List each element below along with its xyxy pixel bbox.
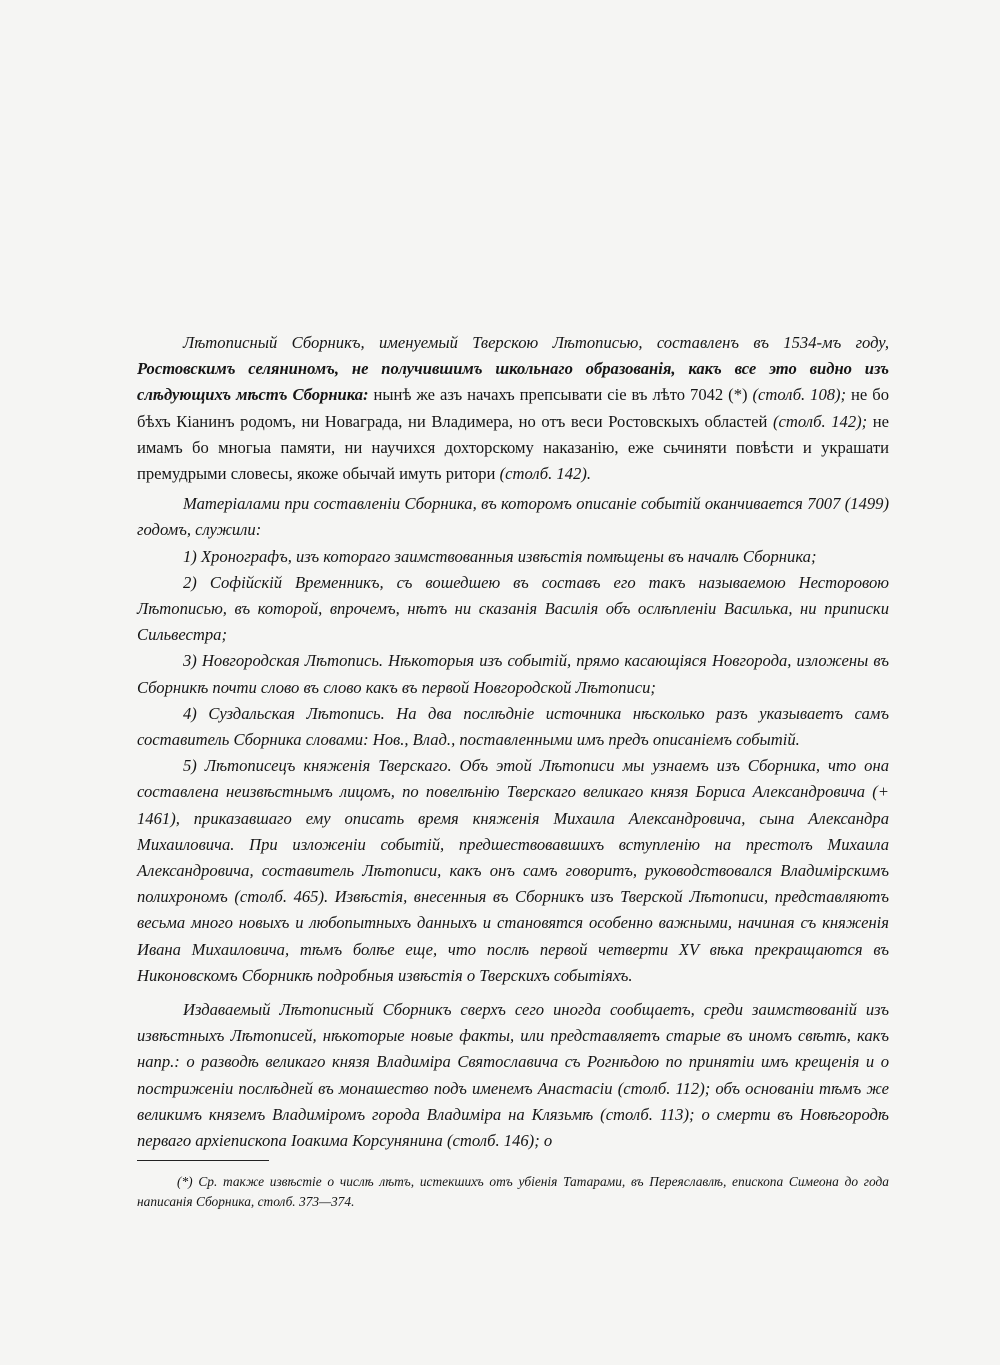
list-item: 3) Новгородская Лѣтопись. Нѣкоторыя изъ событій, прямо касающіяся Новгорода, изложены въ Сборникѣ почти слово въ слово какъ въ первой Новгородской Лѣтописи; <box>137 651 889 697</box>
ref-1: (столб. 108); <box>752 385 847 405</box>
paragraph-additional-facts <box>137 997 889 1154</box>
intro-author-clause: Ростовскимъ селяниномъ, не получившимъ школьнаго образованія, какъ все это видно изъ слѣдующихъ мѣстъ Сборника: <box>137 359 889 405</box>
quote-2: не бо бѣхъ Кіанинъ родомъ, ни Новаграда, ни Владимера, но отъ веси Ростовскыхъ областей <box>137 385 889 431</box>
paragraph-intro <box>137 330 889 487</box>
list-item: 1) Хронографъ, изъ котораго заимствованныя извѣстія помѣщены въ началѣ Сборника; <box>183 546 817 566</box>
ref-2: (столб. 142); <box>772 411 868 431</box>
quote-3: не имамъ бо многыа памяти, ни научихся дохторскому наказанію, еже сьчиняти повѣсти и украшати премудрыми словесы, якоже обычай имуть ритори <box>137 411 889 484</box>
main-text <box>137 330 889 1154</box>
ref-3: (столб. 142). <box>499 464 591 484</box>
footnote: (*) Ср. также извѣстіе о числѣ лѣтъ, истекшихъ отъ убіенія Татарами, въ Переяславлѣ, епископа Симеона до года написанія Сборника, столб. 373—374. <box>137 1174 889 1209</box>
list-item: 4) Суздальская Лѣтопись. На два послѣдніе источника нѣсколько разъ указываетъ самъ составитель Сборника словами: Нов., Влад., поставленными имъ предъ описаніемъ событій. <box>137 703 889 750</box>
intro-sentence: Лѣтописный Сборникъ, именуемый Тверскою Лѣтописью, составленъ въ 1534-мъ году, <box>183 333 889 352</box>
list-item: 2) Софійскій Временникъ, съ вошедшею въ составъ его такъ называемою Несторовою Лѣтописью, въ которой, впрочемъ, нѣтъ ни сказанія Василія объ ослѣпленіи Василька, ни приписки Сильвестра; <box>137 572 889 645</box>
additional-facts-text: Издаваемый Лѣтописный Сборникъ сверхъ сего иногда сообщаетъ, среди заимствованій изъ извѣстныхъ Лѣтописей, нѣкоторые новые факты, или представляетъ старые въ иномъ свѣтѣ, какъ напр.: о разводѣ великаго князя Владиміра Святославича съ Рогнѣдою по принятіи имъ крещенія и о постриженіи послѣдней въ монашество подъ именемъ Анастасіи (столб. 112); объ основаніи тѣмъ же великимъ княземъ Владиміромъ города Владиміра на Клязьмѣ (столб. 113); о смерти въ Новѣгородѣ перваго архіепископа Іоакима Корсунянина (столб. 146); о <box>137 1000 889 1151</box>
footnote-divider <box>137 1160 269 1161</box>
paragraph-materials <box>137 491 889 543</box>
list-item: 5) Лѣтописецъ княженія Тверскаго. Объ этой Лѣтописи мы узнаемъ изъ Сборника, что она составлена неизвѣстнымъ лицомъ, по повелѣнію Тверскаго великаго князя Бориса Александровича (+ 1461), приказавшаго ему описать время княженія Михаила Александровича, сына Александра Михаиловича. При изложеніи событій, предшествовавшихъ вступленію на престолъ Михаила Александровича, составитель Лѣтописи, какъ онъ самъ говоритъ, руководствовался Владимірскимъ полихрономъ (столб. 465). Извѣстія, внесенныя въ Сборникъ изъ Тверской Лѣтописи, представляютъ весьма много новыхъ и любопытныхъ данныхъ и становятся особенно важными, начиная съ княженія Ивана Михаиловича, тѣмъ болѣе еще, что послѣ первой четверти XV вѣка прекращаются въ Никоновскомъ Сборникѣ подробныя извѣстія о Тверскихъ событіяхъ. <box>137 756 889 985</box>
quote-1: нынѣ же азъ начахъ препсывати сіе въ лѣто 7042 (*) <box>368 385 753 405</box>
materials-text: Матеріалами при составленіи Сборника, въ которомъ описаніе событій оканчивается 7007 (1499) годомъ, служили: <box>137 494 889 540</box>
